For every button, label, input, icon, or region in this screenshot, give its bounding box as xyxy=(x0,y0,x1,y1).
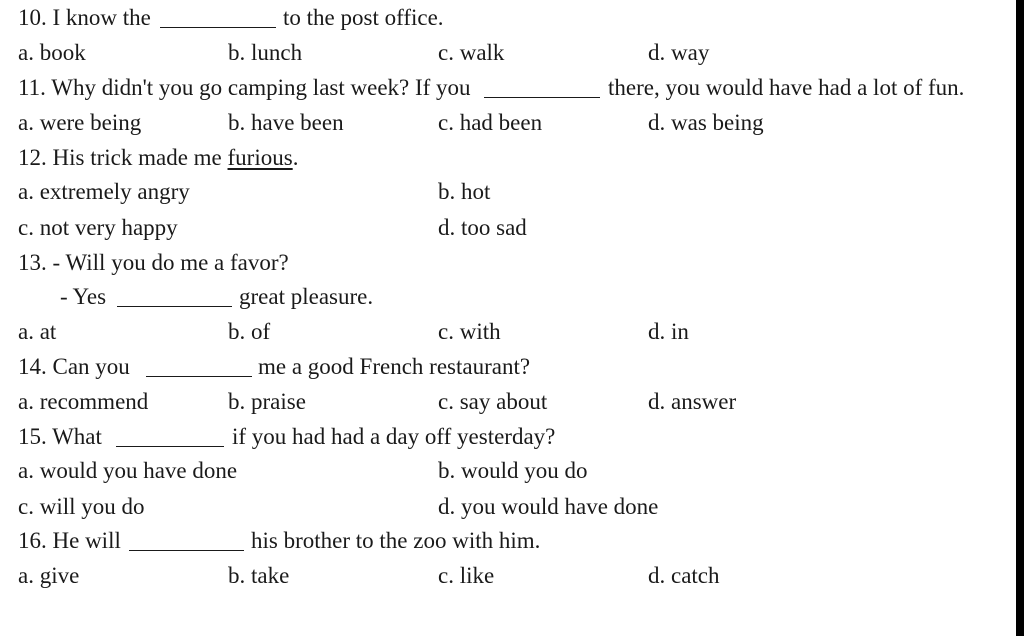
option-10-c: c. walk xyxy=(438,40,505,65)
option-15-b: b. would you do xyxy=(438,458,588,483)
option-16-c: c. like xyxy=(438,563,495,588)
right-edge-border xyxy=(1016,0,1024,636)
option-11-a: a. were being xyxy=(18,110,142,135)
option-10-d: d. way xyxy=(648,40,710,65)
question-15-blank xyxy=(116,446,224,447)
question-12-underlined-word: furious xyxy=(227,145,293,170)
option-16-d: d. catch xyxy=(648,563,720,588)
option-12-d: d. too sad xyxy=(438,215,527,240)
option-16-b: b. take xyxy=(228,563,290,588)
question-13-blank xyxy=(117,306,232,307)
question-12-text-start: 12. His trick made me xyxy=(18,145,222,170)
question-16-text-start: 16. He will xyxy=(18,528,121,553)
question-10-text-end: to the post office. xyxy=(283,5,444,30)
option-16-a: a. give xyxy=(18,563,80,588)
question-10-blank xyxy=(160,27,276,28)
option-11-b: b. have been xyxy=(228,110,344,135)
option-11-d: d. was being xyxy=(648,110,764,135)
question-14-text-start: 14. Can you xyxy=(18,354,130,379)
question-16-blank xyxy=(129,550,244,551)
option-14-c: c. say about xyxy=(438,389,548,414)
question-10-text-start: 10. I know the xyxy=(18,5,151,30)
option-13-c: c. with xyxy=(438,319,501,344)
question-14-blank xyxy=(146,376,252,377)
question-14-text-end: me a good French restaurant? xyxy=(258,354,531,379)
option-12-c: c. not very happy xyxy=(18,215,178,240)
question-15-text-end: if you had had a day off yesterday? xyxy=(232,424,556,449)
option-13-d: d. in xyxy=(648,319,689,344)
option-15-d: d. you would have done xyxy=(438,494,659,519)
option-14-a: a. recommend xyxy=(18,389,149,414)
question-12-text-end: . xyxy=(292,145,299,170)
question-15-text-start: 15. What xyxy=(18,424,102,449)
question-16-text-end: his brother to the zoo with him. xyxy=(251,528,541,553)
question-13-text: 13. - Will you do me a favor? xyxy=(18,250,289,275)
option-15-a: a. would you have done xyxy=(18,458,238,483)
option-12-b: b. hot xyxy=(438,179,491,204)
option-13-b: b. of xyxy=(228,319,271,344)
question-11-blank xyxy=(484,97,600,98)
question-13-reply-start: - Yes xyxy=(60,284,107,309)
option-14-b: b. praise xyxy=(228,389,306,414)
question-11-text-start: 11. Why didn't you go camping last week? If you xyxy=(18,75,471,100)
option-14-d: d. answer xyxy=(648,389,737,414)
question-11-text-end: there, you would have had a lot of fun. xyxy=(608,75,965,100)
option-10-a: a. book xyxy=(18,40,86,65)
option-12-a: a. extremely angry xyxy=(18,179,190,204)
option-13-a: a. at xyxy=(18,319,57,344)
option-10-b: b. lunch xyxy=(228,40,303,65)
question-13-reply-end: great pleasure. xyxy=(239,284,374,309)
question-12-text xyxy=(18,141,298,175)
option-11-c: c. had been xyxy=(438,110,543,135)
option-15-c: c. will you do xyxy=(18,494,145,519)
